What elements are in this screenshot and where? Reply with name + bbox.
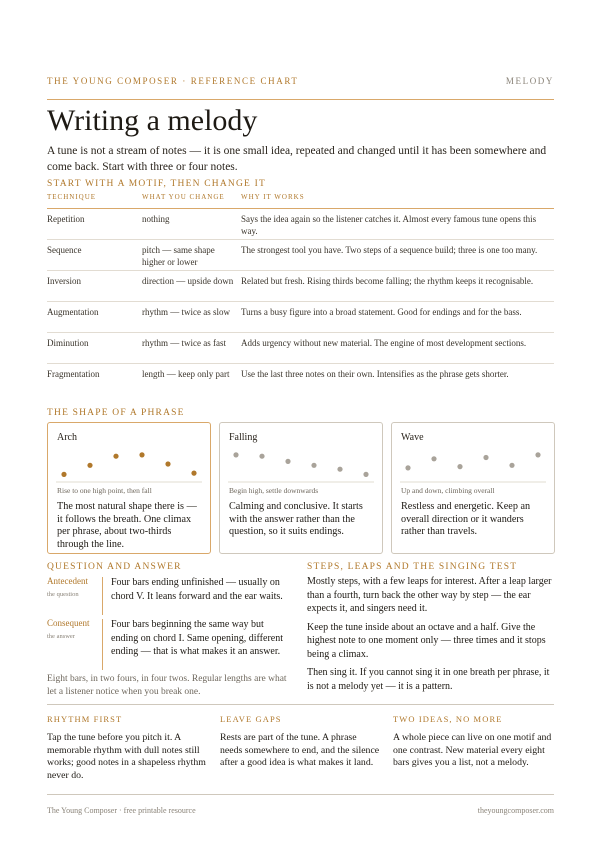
falling-contour <box>228 445 374 483</box>
contour-note-dot <box>431 456 436 461</box>
contour-note-dot <box>87 463 92 468</box>
technique-cell: Inversion <box>47 271 142 302</box>
intro-text: A tune is not a stream of notes — it is one small idea, repeated and changed until it has been somewhere and come back. Start with three or four notes. <box>47 145 547 173</box>
why-cell: Turns a busy figure into a broad statement. Good for endings and for the bass. <box>241 302 554 333</box>
tip-text: A whole piece can live on one motif and one contrast. New material every eight bars gives you a list, not a melody. <box>393 732 552 768</box>
phrase-shapes <box>47 422 554 554</box>
steps-paragraph: Then sing it. If you cannot sing it in one breath per phrase, it is not a melody yet — it is a pattern. <box>307 667 550 692</box>
tip-heading: LEAVE GAPS <box>220 714 282 724</box>
change-cell: rhythm — twice as fast <box>142 333 241 364</box>
motif-heading: START WITH A MOTIF, THEN CHANGE IT <box>47 179 266 189</box>
footer-rule <box>47 794 554 795</box>
antecedent-sub: the question <box>47 591 79 598</box>
antecedent-text: Four bars ending unfinished — usually on chord V. It leans forward and the ear waits. <box>111 577 283 602</box>
contour-note-dot <box>535 452 540 457</box>
change-cell: direction — upside down <box>142 271 241 302</box>
top-bar <box>47 76 554 86</box>
qa-heading: QUESTION AND ANSWER <box>47 562 182 572</box>
shape-caption: Up and down, climbing overall <box>401 486 495 495</box>
steps-body <box>307 575 554 698</box>
topic-label: MELODY <box>505 76 554 86</box>
shape-title: Arch <box>57 432 77 443</box>
divider <box>102 619 103 670</box>
contour-note-dot <box>337 467 342 472</box>
technique-cell: Fragmentation <box>47 364 142 395</box>
question-answer <box>47 576 287 673</box>
arch-contour <box>56 445 202 483</box>
contour-note-dot <box>165 461 170 466</box>
contour-note-dot <box>363 472 368 477</box>
why-cell: Related but fresh. Rising thirds become falling; the rhythm keeps it recognisable. <box>241 271 554 302</box>
table-row <box>47 240 554 271</box>
table-row <box>47 209 554 240</box>
contour-note-dot <box>191 471 196 476</box>
table-header <box>47 191 554 209</box>
contour-note-dot <box>457 464 462 469</box>
shape-card-wave <box>391 422 555 554</box>
wave-contour <box>400 445 546 483</box>
antecedent-label: Antecedent <box>47 576 88 586</box>
tip-text: Tap the tune before you pitch it. A memorable rhythm with dull notes still works; good notes in a shapeless rhythm never do. <box>47 732 206 781</box>
table-row <box>47 333 554 364</box>
qa-note: Eight bars, in two fours, in four twos. Regular lengths are what let a listener notice when you break one. <box>47 674 287 697</box>
footer <box>47 806 554 815</box>
contour-note-dot <box>405 465 410 470</box>
steps-paragraph: Keep the tune inside about an octave and a half. Give the highest note to one moment only — three times and it stops being a climax. <box>307 621 546 660</box>
why-cell: The strongest tool you have. Two steps of a sequence build; three is one too many. <box>241 240 554 271</box>
footer-credit: The Young Composer · free printable resource <box>47 806 196 815</box>
divider <box>102 577 103 615</box>
footer-website-link[interactable]: theyoungcomposer.com <box>477 806 554 815</box>
technique-cell: Augmentation <box>47 302 142 333</box>
tip-heading: TWO IDEAS, NO MORE <box>393 714 503 724</box>
table-row <box>47 271 554 302</box>
contour-note-dot <box>139 452 144 457</box>
antecedent-row <box>47 576 287 618</box>
tip-heading: RHYTHM FIRST <box>47 714 123 724</box>
consequent-sub: the answer <box>47 633 75 640</box>
page-title: Writing a melody <box>47 104 258 137</box>
technique-cell: Sequence <box>47 240 142 271</box>
contour-note-dot <box>61 472 66 477</box>
technique-cell: Repetition <box>47 214 85 224</box>
series-title: THE YOUNG COMPOSER · REFERENCE CHART <box>47 76 299 86</box>
shape-description: Restless and energetic. Keep an overall direction or it wanders rather than travels. <box>401 501 531 537</box>
section-rule <box>47 704 554 705</box>
contour-note-dot <box>483 455 488 460</box>
shape-title: Wave <box>401 432 424 443</box>
column-header-technique: TECHNIQUE <box>47 191 142 209</box>
change-cell: length — keep only part <box>142 364 241 395</box>
why-cell: Use the last three notes on their own. Intensifies as the phrase gets shorter. <box>241 364 554 395</box>
change-cell: pitch — same shape higher or lower <box>142 240 241 271</box>
steps-paragraph: Mostly steps, with a few leaps for interest. After a leap larger than a fourth, turn back the other way by step — the ear expects it, and singers need it. <box>307 576 552 614</box>
tip-gaps <box>220 714 380 770</box>
contour-note-dot <box>259 454 264 459</box>
change-cell: rhythm — twice as slow <box>142 302 241 333</box>
table-row <box>47 302 554 333</box>
column-header-why: WHY IT WORKS <box>241 191 554 209</box>
contour-note-dot <box>233 452 238 457</box>
shape-title: Falling <box>229 432 258 443</box>
column-header-change: WHAT YOU CHANGE <box>142 191 241 209</box>
shape-caption: Rise to one high point, then fall <box>57 486 152 495</box>
table-row <box>47 364 554 395</box>
motif-table <box>47 191 554 394</box>
change-cell: nothing <box>142 214 170 224</box>
shape-description: The most natural shape there is — it follows the breath. One climax per phrase, about two-thirds through the line. <box>57 501 197 550</box>
tip-text: Rests are part of the tune. A phrase needs somewhere to end, and the silence after a good idea is what makes it land. <box>220 732 380 768</box>
contour-note-dot <box>285 459 290 464</box>
consequent-text: Four bars beginning the same way but ending on chord I. Same opening, different ending — that is what makes it an answer. <box>111 619 283 657</box>
contour-note-dot <box>113 454 118 459</box>
shape-card-falling <box>219 422 383 554</box>
shape-card-arch <box>47 422 211 554</box>
why-cell: Adds urgency without new material. The engine of most development sections. <box>241 333 554 364</box>
contour-note-dot <box>509 463 514 468</box>
shape-description: Calming and conclusive. It starts with the answer rather than the question, so it suits endings. <box>229 501 363 537</box>
header-rule <box>47 99 554 100</box>
why-cell: Says the idea again so the listener catches it. Almost every famous tune opens this way. <box>241 214 537 236</box>
shapes-heading: THE SHAPE OF A PHRASE <box>47 408 185 418</box>
tip-rhythm <box>47 714 207 782</box>
contour-note-dot <box>311 463 316 468</box>
technique-cell: Diminution <box>47 333 142 364</box>
steps-heading: STEPS, LEAPS AND THE SINGING TEST <box>307 562 518 572</box>
shape-caption: Begin high, settle downwards <box>229 486 319 495</box>
consequent-row <box>47 618 287 673</box>
consequent-label: Consequent <box>47 618 90 628</box>
tip-two-ideas <box>393 714 553 770</box>
